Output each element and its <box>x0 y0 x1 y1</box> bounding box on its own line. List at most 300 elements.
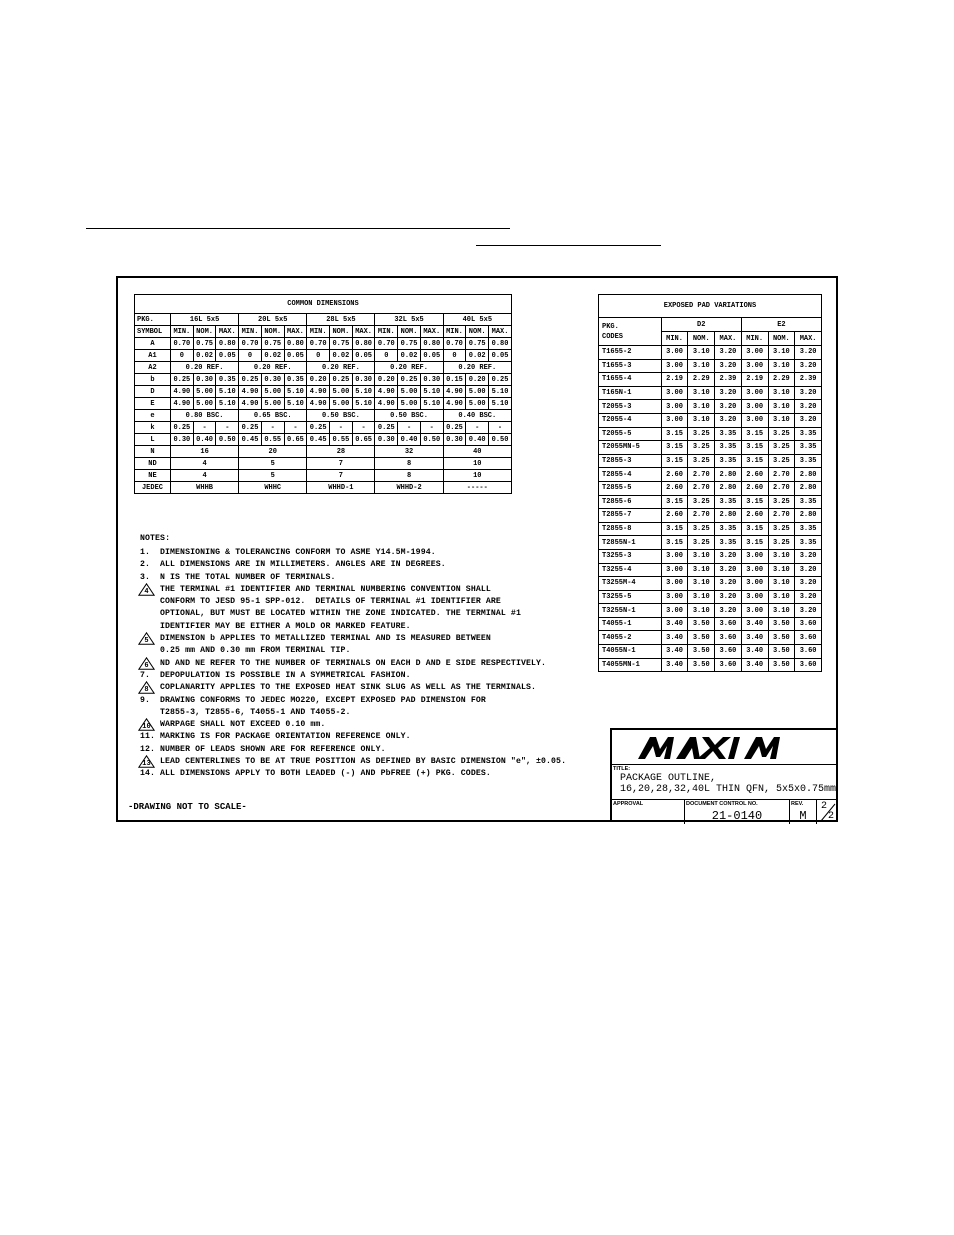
value-cell: 2.60 <box>741 468 768 482</box>
pkg-code-cell: T2855-8 <box>599 522 662 536</box>
sheet-cell <box>817 800 838 824</box>
value-cell: 3.20 <box>795 413 822 427</box>
value-cell: 3.20 <box>795 604 822 618</box>
pkg-code-cell: T4055N-1 <box>599 645 662 659</box>
value-cell: 0.50 <box>489 434 512 446</box>
note-number: 14. <box>140 769 156 779</box>
value-cell: 5.10 <box>284 386 307 398</box>
revision-value: M <box>799 809 807 823</box>
value-cell: 3.10 <box>768 346 795 360</box>
table-row <box>599 509 822 523</box>
exposed-pad-title: EXPOSED PAD VARIATIONS <box>599 295 822 318</box>
list-item <box>140 695 610 707</box>
value-cell: 3.00 <box>661 604 688 618</box>
value-cell: 3.60 <box>795 631 822 645</box>
list-item <box>140 719 610 731</box>
note-text: IDENTIFIER MAY BE EITHER A MOLD OR MARKED FEATURE. <box>160 621 411 631</box>
value-cell: 2.60 <box>741 481 768 495</box>
value-cell: 7 <box>307 458 375 470</box>
value-cell: 0.55 <box>330 434 353 446</box>
value-cell: 0.20 <box>375 374 398 386</box>
value-cell: - <box>489 422 512 434</box>
value-cell: 3.25 <box>768 522 795 536</box>
value-cell: 5.10 <box>420 398 443 410</box>
note-text: COPLANARITY APPLIES TO THE EXPOSED HEAT SINK SLUG AS WELL AS THE TERMINALS. <box>160 683 536 693</box>
value-cell: 3.20 <box>715 604 742 618</box>
list-item <box>140 707 610 719</box>
value-cell: 2.70 <box>768 481 795 495</box>
value-cell: 3.15 <box>661 454 688 468</box>
value-cell: 3.60 <box>715 631 742 645</box>
value-cell: 3.25 <box>768 441 795 455</box>
table-row <box>599 617 822 631</box>
value-cell: 2.70 <box>688 468 715 482</box>
value-cell: 2.70 <box>768 468 795 482</box>
value-cell: 0.80 <box>489 338 512 350</box>
value-cell: 3.00 <box>661 563 688 577</box>
column-subheader: MIN. <box>239 326 262 338</box>
value-cell: 5.10 <box>216 398 239 410</box>
revision-cell <box>790 800 817 824</box>
value-cell: 3.10 <box>688 400 715 414</box>
table-row <box>599 400 822 414</box>
value-cell: 3.20 <box>795 577 822 591</box>
package-title: PACKAGE OUTLINE, 16,20,28,32,40L THIN QFN, 5x5x0.75mm <box>620 773 837 795</box>
value-cell: 3.20 <box>795 549 822 563</box>
table-row <box>135 350 512 362</box>
value-cell: 0.70 <box>375 338 398 350</box>
value-cell: 0.25 <box>239 374 262 386</box>
pad-group-header: E2 <box>741 318 821 332</box>
value-cell: 3.10 <box>768 563 795 577</box>
value-cell: 3.20 <box>715 346 742 360</box>
value-cell: - <box>398 422 421 434</box>
value-cell: - <box>466 422 489 434</box>
value-cell: 4.90 <box>239 386 262 398</box>
table-row <box>135 422 512 434</box>
value-cell: 3.35 <box>715 441 742 455</box>
value-cell: 5.00 <box>330 386 353 398</box>
list-item <box>140 584 610 596</box>
list-item <box>140 621 610 633</box>
value-cell: ----- <box>443 482 511 494</box>
value-cell: 3.00 <box>661 577 688 591</box>
list-item <box>140 608 610 620</box>
note-number: 4 <box>144 587 149 596</box>
note-number: 11. <box>140 732 156 742</box>
value-cell: 3.35 <box>795 495 822 509</box>
pkg-code-cell: T3255-4 <box>599 563 662 577</box>
value-cell: 3.15 <box>741 454 768 468</box>
value-cell: 5 <box>239 470 307 482</box>
pkg-code-cell: T4055MN-1 <box>599 658 662 672</box>
value-cell: 0 <box>171 350 194 362</box>
value-cell: 3.50 <box>688 658 715 672</box>
package-header: 32L 5x5 <box>375 314 443 326</box>
table-row <box>599 590 822 604</box>
value-cell: WHHD-1 <box>307 482 375 494</box>
value-cell: 2.80 <box>715 468 742 482</box>
table-row <box>599 549 822 563</box>
value-cell: 5.00 <box>261 386 284 398</box>
value-cell: 4.90 <box>307 398 330 410</box>
note-text: N IS THE TOTAL NUMBER OF TERMINALS. <box>160 572 336 582</box>
value-cell: 2.70 <box>768 509 795 523</box>
list-item <box>140 768 610 780</box>
value-cell: 3.60 <box>715 645 742 659</box>
pkg-code-cell: T2855-4 <box>599 468 662 482</box>
note-text: NUMBER OF LEADS SHOWN ARE FOR REFERENCE ONLY. <box>160 744 386 754</box>
column-subheader: NOM. <box>261 326 284 338</box>
list-item <box>140 682 610 694</box>
value-cell: 0.02 <box>398 350 421 362</box>
value-cell: 3.10 <box>768 400 795 414</box>
value-cell: 0.35 <box>216 374 239 386</box>
value-cell: 3.15 <box>661 522 688 536</box>
value-cell: 0.75 <box>398 338 421 350</box>
value-cell: 3.15 <box>661 427 688 441</box>
value-cell: 0.25 <box>171 374 194 386</box>
title-label: TITLE: <box>613 766 631 772</box>
value-cell: 5.00 <box>330 398 353 410</box>
symbol-cell: L <box>135 434 171 446</box>
value-cell: 0.25 <box>239 422 262 434</box>
value-cell: 0 <box>239 350 262 362</box>
value-cell: 3.10 <box>688 549 715 563</box>
table-row <box>135 398 512 410</box>
sheet-number: 2 <box>821 801 828 812</box>
pkg-code-cell: T2855-3 <box>599 454 662 468</box>
note-number: 8 <box>144 686 149 695</box>
value-cell: 0.70 <box>239 338 262 350</box>
title-block-bottom-row <box>612 800 838 824</box>
symbol-cell: ND <box>135 458 171 470</box>
value-cell: 3.35 <box>715 427 742 441</box>
note-number: 12. <box>140 744 156 754</box>
value-cell: - <box>284 422 307 434</box>
value-cell: 2.39 <box>715 373 742 387</box>
value-cell: 5.10 <box>489 398 512 410</box>
value-cell: 3.20 <box>715 577 742 591</box>
value-cell: 3.35 <box>795 454 822 468</box>
value-cell: 3.40 <box>661 658 688 672</box>
value-cell: 3.20 <box>715 413 742 427</box>
value-cell: 5.00 <box>261 398 284 410</box>
note-number: 10 <box>142 723 151 732</box>
pkg-code-cell: T4055-2 <box>599 631 662 645</box>
note-triangle-number <box>140 682 160 694</box>
value-cell: 3.40 <box>741 645 768 659</box>
value-cell: 3.00 <box>661 346 688 360</box>
value-cell: 5.00 <box>398 386 421 398</box>
symbol-cell: NE <box>135 470 171 482</box>
list-item <box>140 756 610 768</box>
list-item <box>140 596 610 608</box>
value-cell: 3.00 <box>741 346 768 360</box>
value-cell: 2.19 <box>741 373 768 387</box>
value-cell: 3.20 <box>795 563 822 577</box>
value-cell: 0 <box>443 350 466 362</box>
table-row <box>599 658 822 672</box>
pkg-code-cell: T1655-2 <box>599 346 662 360</box>
value-cell: 0.80 <box>284 338 307 350</box>
value-cell: 3.35 <box>795 522 822 536</box>
value-cell: 3.60 <box>795 617 822 631</box>
value-cell: 5.00 <box>193 386 216 398</box>
value-cell: 3.00 <box>741 577 768 591</box>
value-cell: 2.39 <box>795 373 822 387</box>
table-row <box>599 536 822 550</box>
value-cell: 3.20 <box>715 359 742 373</box>
table-row <box>135 386 512 398</box>
title-block <box>610 728 838 822</box>
column-subheader: NOM. <box>398 326 421 338</box>
symbol-cell: A2 <box>135 362 171 374</box>
document-control-number: 21-0140 <box>711 809 763 823</box>
value-cell: 3.25 <box>688 441 715 455</box>
value-cell: 3.35 <box>715 454 742 468</box>
value-cell: 3.50 <box>768 617 795 631</box>
value-cell: 0.80 <box>352 338 375 350</box>
column-subheader: MIN. <box>443 326 466 338</box>
value-cell: 3.50 <box>688 617 715 631</box>
value-cell: 4 <box>171 458 239 470</box>
value-cell: - <box>261 422 284 434</box>
column-subheader: MAX. <box>420 326 443 338</box>
package-header: 16L 5x5 <box>171 314 239 326</box>
note-text: DRAWING CONFORMS TO JEDEC MO220, EXCEPT EXPOSED PAD DIMENSION FOR <box>160 695 486 705</box>
column-subheader: MIN. <box>661 332 688 346</box>
value-cell: 0.05 <box>420 350 443 362</box>
value-cell: - <box>330 422 353 434</box>
value-cell: 3.00 <box>661 386 688 400</box>
value-cell: 16 <box>171 446 239 458</box>
value-cell: 3.25 <box>688 454 715 468</box>
value-cell: 3.50 <box>768 631 795 645</box>
value-cell: 0.20 REF. <box>171 362 239 374</box>
pkg-code-cell: T2055-3 <box>599 400 662 414</box>
pkg-code-cell: T2055-5 <box>599 427 662 441</box>
package-header: 28L 5x5 <box>307 314 375 326</box>
note-text: DIMENSION b APPLIES TO METALLIZED TERMINAL AND IS MEASURED BETWEEN <box>160 634 491 644</box>
symbol-label: SYMBOL <box>135 326 171 338</box>
value-cell: 0.05 <box>352 350 375 362</box>
value-cell: 10 <box>443 470 511 482</box>
value-cell: 0.75 <box>466 338 489 350</box>
value-cell: 3.25 <box>768 427 795 441</box>
symbol-cell: D <box>135 386 171 398</box>
value-cell: 3.15 <box>741 522 768 536</box>
symbol-cell: A <box>135 338 171 350</box>
value-cell: 0.30 <box>352 374 375 386</box>
value-cell: 3.20 <box>795 590 822 604</box>
value-cell: 5.00 <box>193 398 216 410</box>
symbol-cell: e <box>135 410 171 422</box>
pad-group-header: D2 <box>661 318 741 332</box>
value-cell: 3.00 <box>741 413 768 427</box>
symbol-cell: k <box>135 422 171 434</box>
value-cell: - <box>420 422 443 434</box>
note-number: 9. <box>140 695 151 705</box>
value-cell: 0.80 <box>216 338 239 350</box>
table-row <box>135 374 512 386</box>
package-header: 20L 5x5 <box>239 314 307 326</box>
header-rule-right <box>476 245 661 246</box>
value-cell: 0 <box>375 350 398 362</box>
pkg-code-cell: T2855-7 <box>599 509 662 523</box>
value-cell: 40 <box>443 446 511 458</box>
table-row <box>599 481 822 495</box>
value-cell: 3.20 <box>795 400 822 414</box>
note-number: 2. <box>140 560 151 570</box>
value-cell: 3.35 <box>795 427 822 441</box>
value-cell: 3.60 <box>795 658 822 672</box>
value-cell: 2.80 <box>795 468 822 482</box>
list-item <box>140 645 610 657</box>
note-text: WARPAGE SHALL NOT EXCEED 0.10 mm. <box>160 720 326 730</box>
value-cell: 2.60 <box>661 509 688 523</box>
value-cell: 0.40 <box>398 434 421 446</box>
value-cell: 3.40 <box>661 631 688 645</box>
value-cell: 3.10 <box>768 590 795 604</box>
value-cell: 3.15 <box>741 427 768 441</box>
value-cell: 3.25 <box>768 454 795 468</box>
value-cell: 7 <box>307 470 375 482</box>
note-text: OPTIONAL, BUT MUST BE LOCATED WITHIN THE ZONE INDICATED. THE TERMINAL #1 <box>160 609 521 619</box>
value-cell: 3.00 <box>741 359 768 373</box>
pkg-code-cell: T1655-3 <box>599 359 662 373</box>
value-cell: 0.25 <box>375 422 398 434</box>
value-cell: 3.00 <box>661 400 688 414</box>
value-cell: 4.90 <box>375 398 398 410</box>
table-row <box>599 604 822 618</box>
value-cell: 3.60 <box>795 645 822 659</box>
value-cell: - <box>216 422 239 434</box>
note-text: DEPOPULATION IS POSSIBLE IN A SYMMETRICAL FASHION. <box>160 670 411 680</box>
value-cell: 3.20 <box>795 359 822 373</box>
pkg-code-cell: T165N-1 <box>599 386 662 400</box>
symbol-cell: JEDEC <box>135 482 171 494</box>
value-cell: 0.02 <box>466 350 489 362</box>
value-cell: 3.15 <box>661 441 688 455</box>
value-cell: 0.02 <box>193 350 216 362</box>
value-cell: 0 <box>307 350 330 362</box>
value-cell: 3.40 <box>661 645 688 659</box>
value-cell: 0.05 <box>216 350 239 362</box>
column-subheader: MAX. <box>715 332 742 346</box>
pkg-code-cell: T2055MN-5 <box>599 441 662 455</box>
value-cell: 3.00 <box>661 413 688 427</box>
value-cell: 3.00 <box>741 563 768 577</box>
value-cell: 3.15 <box>741 495 768 509</box>
value-cell: 0.40 <box>466 434 489 446</box>
value-cell: 3.10 <box>688 577 715 591</box>
value-cell: 0.30 <box>261 374 284 386</box>
note-triangle-number <box>140 658 160 670</box>
symbol-cell: E <box>135 398 171 410</box>
value-cell: 0.50 <box>420 434 443 446</box>
value-cell: 3.15 <box>741 441 768 455</box>
value-cell: WHHD-2 <box>375 482 443 494</box>
value-cell: 0.65 BSC. <box>239 410 307 422</box>
value-cell: 5.10 <box>216 386 239 398</box>
table-row <box>599 645 822 659</box>
value-cell: 5 <box>239 458 307 470</box>
value-cell: 0.40 <box>193 434 216 446</box>
note-triangle-number <box>140 633 160 645</box>
value-cell: 4.90 <box>443 386 466 398</box>
value-cell: 0.30 <box>375 434 398 446</box>
value-cell: 3.50 <box>768 645 795 659</box>
value-cell: 0.70 <box>443 338 466 350</box>
value-cell: 8 <box>375 470 443 482</box>
value-cell: 3.00 <box>741 590 768 604</box>
value-cell: 3.15 <box>661 536 688 550</box>
value-cell: 0.02 <box>330 350 353 362</box>
note-triangle-number <box>140 756 160 768</box>
value-cell: 3.00 <box>661 359 688 373</box>
value-cell: 3.00 <box>741 386 768 400</box>
column-subheader: NOM. <box>193 326 216 338</box>
value-cell: 5.10 <box>284 398 307 410</box>
value-cell: 3.25 <box>688 427 715 441</box>
value-cell: 0.50 <box>216 434 239 446</box>
list-item <box>140 547 610 559</box>
value-cell: 3.20 <box>715 590 742 604</box>
note-text: MARKING IS FOR PACKAGE ORIENTATION REFERENCE ONLY. <box>160 732 411 742</box>
list-item <box>140 744 610 756</box>
note-text: 0.25 mm AND 0.30 mm FROM TERMINAL TIP. <box>160 646 351 656</box>
value-cell: 3.10 <box>688 413 715 427</box>
value-cell: 0.35 <box>284 374 307 386</box>
value-cell: 3.10 <box>768 577 795 591</box>
pkg-code-cell: T2855N-1 <box>599 536 662 550</box>
value-cell: 2.60 <box>741 509 768 523</box>
column-subheader: MAX. <box>489 326 512 338</box>
table-row <box>599 346 822 360</box>
value-cell: 0.20 REF. <box>375 362 443 374</box>
value-cell: 0.40 BSC. <box>443 410 511 422</box>
value-cell: 4.90 <box>171 386 194 398</box>
table-row <box>135 458 512 470</box>
value-cell: 3.10 <box>768 604 795 618</box>
value-cell: 0.25 <box>330 374 353 386</box>
value-cell: 3.25 <box>768 495 795 509</box>
value-cell: 2.70 <box>688 481 715 495</box>
value-cell: 0.25 <box>489 374 512 386</box>
table-row <box>599 413 822 427</box>
exposed-pad-variations-table <box>598 294 822 672</box>
column-subheader: MAX. <box>216 326 239 338</box>
value-cell: 3.15 <box>661 495 688 509</box>
value-cell: 4 <box>171 470 239 482</box>
value-cell: 3.00 <box>741 604 768 618</box>
value-cell: 0.20 REF. <box>443 362 511 374</box>
value-cell: 3.40 <box>741 631 768 645</box>
revision-label: REV. <box>791 801 804 807</box>
value-cell: 3.10 <box>768 359 795 373</box>
approval-cell <box>612 800 685 824</box>
table-row <box>135 482 512 494</box>
logo-cell <box>612 730 838 765</box>
symbol-cell: A1 <box>135 350 171 362</box>
value-cell: 0.25 <box>398 374 421 386</box>
column-subheader: MIN. <box>171 326 194 338</box>
value-cell: 0.25 <box>307 422 330 434</box>
value-cell: 4.90 <box>443 398 466 410</box>
value-cell: 0.75 <box>193 338 216 350</box>
value-cell: WHHB <box>171 482 239 494</box>
